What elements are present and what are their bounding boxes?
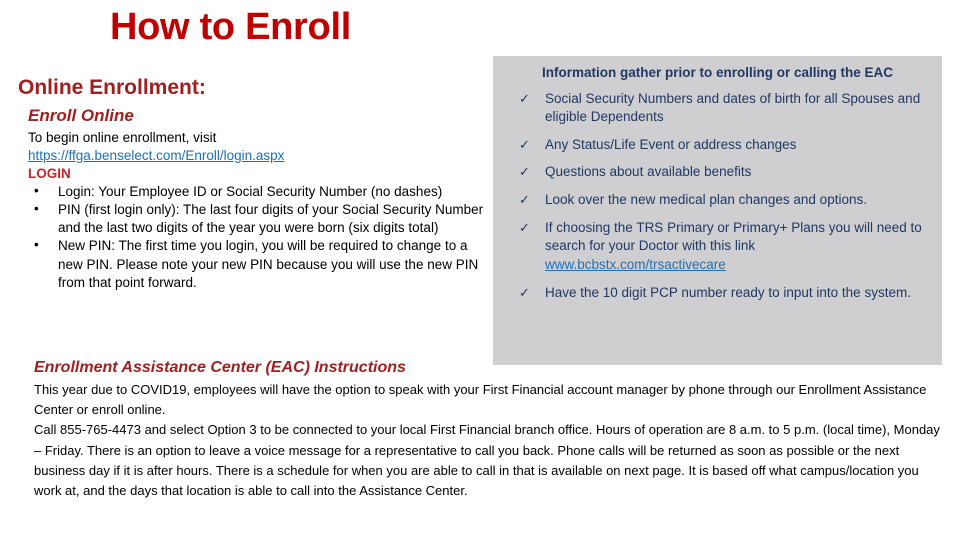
login-instructions-list: [18, 183, 486, 291]
list-item: [515, 284, 924, 303]
page-title: How to Enroll: [110, 6, 351, 48]
list-item: [515, 90, 924, 127]
list-item-label: Have the 10 digit PCP number ready to input into the system.: [545, 284, 911, 300]
eac-heading: Enrollment Assistance Center (EAC) Instructions: [34, 359, 406, 376]
check-icon: ✓: [519, 90, 530, 106]
list-item-label: If choosing the TRS Primary or Primary+ Plans you will need to search for your Doctor with this link: [545, 219, 922, 254]
eac-instructions-section: [34, 358, 942, 501]
enroll-intro-text: To begin online enrollment, visit: [28, 129, 217, 145]
check-icon: ✓: [519, 136, 530, 152]
check-icon: ✓: [519, 284, 530, 300]
bullet-icon: •: [34, 183, 39, 199]
eac-paragraph-1: This year due to COVID19, employees will have the option to speak with your First Financial account manager by phone through our Enrollment Assistance Center or enroll online.: [34, 382, 927, 418]
list-item-label: Login: Your Employee ID or Social Security Number (no dashes): [58, 184, 443, 200]
list-item: [28, 201, 486, 237]
list-item: [515, 219, 924, 275]
information-gather-panel: [493, 56, 942, 365]
check-icon: ✓: [519, 164, 530, 180]
list-item: [28, 237, 486, 291]
list-item-label: Social Security Numbers and dates of birth for all Spouses and eligible Dependents: [545, 90, 921, 125]
list-item-label: PIN (first login only): The last four digits of your Social Security Number and the last two digits of the year you were born (six digits total): [58, 202, 484, 236]
login-label: LOGIN: [28, 165, 71, 181]
list-item-label: Questions about available benefits: [545, 164, 752, 180]
online-enrollment-section: [18, 76, 486, 292]
online-enrollment-heading: Online Enrollment:: [18, 76, 206, 99]
list-item: [28, 183, 486, 201]
check-icon: ✓: [519, 192, 530, 208]
information-checklist: [507, 90, 928, 303]
list-item: [515, 136, 924, 155]
bcbstx-link[interactable]: www.bcbstx.com/trsactivecare: [545, 256, 726, 272]
list-item: [515, 191, 924, 210]
list-item-label: New PIN: The first time you login, you will be required to change to a new PIN. Please note your new PIN because you will use the new PIN from that point forward.: [58, 238, 479, 290]
info-panel-heading: Information gather prior to enrolling or calling the EAC: [541, 65, 893, 80]
check-icon: ✓: [519, 219, 530, 235]
list-item-label: Any Status/Life Event or address changes: [545, 136, 797, 152]
enroll-online-link[interactable]: https://ffga.benselect.com/Enroll/login.aspx: [28, 147, 285, 163]
bullet-icon: •: [34, 201, 39, 217]
list-item-label: Look over the new medical plan changes and options.: [545, 192, 867, 208]
enroll-online-subheading: Enroll Online: [28, 106, 134, 126]
list-item: [515, 163, 924, 182]
bullet-icon: •: [34, 237, 39, 253]
eac-paragraph-2: Call 855-765-4473 and select Option 3 to be connected to your local First Financial branch office. Hours of operation are 8 a.m. to 5 p.m. (local time), Monday – Friday. There is an option to leave a voice message for a representative to call you back. Phone calls will be returned as soon as possible or the next business day if it is after hours. There is a schedule for when you are able to call in that is available on next page. It is based off what campus/location you work at, and the days that location is able to call into the Assistance Center.: [34, 422, 940, 498]
